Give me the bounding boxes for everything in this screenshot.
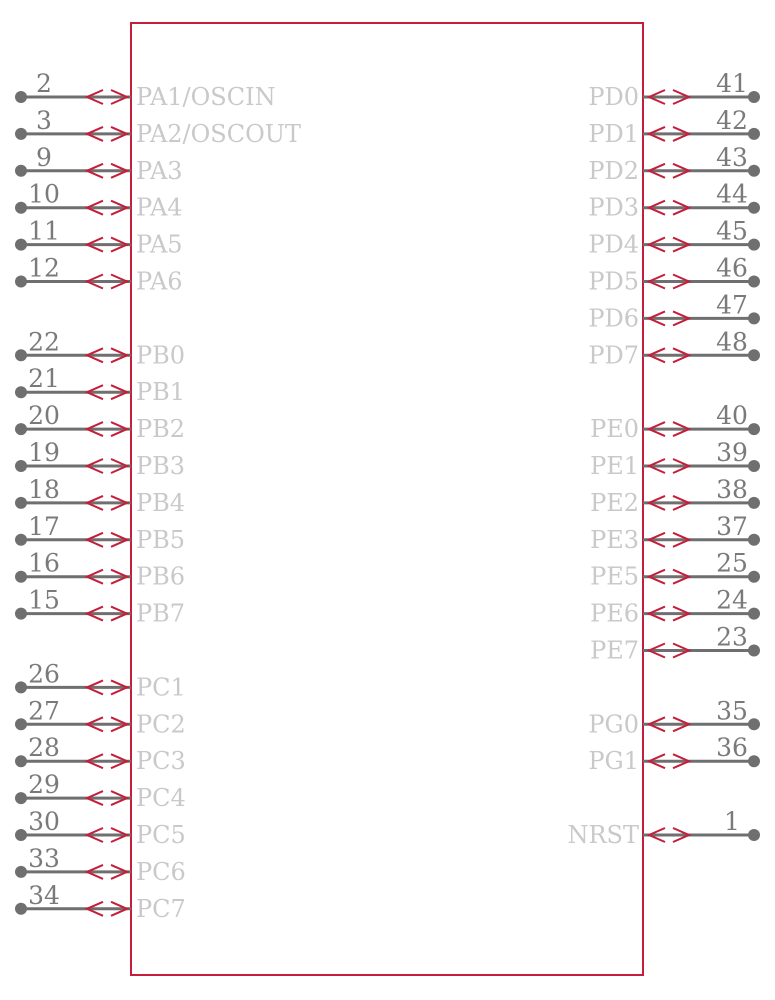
pin-41 [588,69,760,111]
pin-endpoint [15,202,27,214]
pin-10 [15,180,183,222]
pin-endpoint [748,645,760,657]
pin-name: PC4 [136,784,186,813]
pin-name: PD2 [588,156,639,185]
pin-36 [588,733,760,775]
pin-name: PA3 [136,156,183,185]
pin-endpoint [15,866,27,878]
pin-name: PB4 [136,488,186,517]
pin-endpoint [748,128,760,140]
pin-29 [15,770,186,812]
pin-18 [15,475,185,517]
pin-name: PD1 [588,119,639,148]
pin-number: 38 [716,474,748,504]
pin-number: 23 [716,622,748,652]
pin-name: PD0 [588,83,639,111]
pin-name: PE0 [590,415,639,444]
pin-23 [590,623,760,665]
pin-12 [15,254,183,296]
pin-28 [15,733,186,775]
pin-15 [15,586,185,628]
pin-number: 35 [716,696,748,726]
pin-47 [588,290,760,332]
pin-26 [15,659,186,701]
pin-endpoint [748,423,760,435]
pin-name: PC6 [136,857,186,886]
pin-38 [590,475,760,517]
pin-endpoint [748,534,760,546]
pin-endpoint [748,608,760,620]
pin-number: 16 [28,548,60,578]
pin-name: PC3 [136,747,186,776]
pin-number: 45 [716,216,748,246]
pin-number: 47 [716,290,748,320]
pin-number: 39 [716,438,748,467]
pin-19 [15,438,185,480]
pin-endpoint [748,239,760,251]
pin-33 [15,844,186,886]
pin-number: 28 [28,733,60,763]
pin-name: PG0 [588,710,639,739]
pin-name: PB7 [136,599,186,628]
pin-endpoint [748,91,760,103]
pin-endpoint [748,165,760,177]
pin-number: 43 [716,142,748,172]
pin-name: PA4 [136,193,183,222]
component-body [131,23,643,975]
pin-27 [15,696,186,738]
pin-9 [15,143,183,185]
pin-number: 21 [28,364,60,394]
pin-1 [567,807,760,849]
pin-name: PC1 [136,673,186,702]
pin-endpoint [15,349,27,361]
pin-number: 33 [28,843,60,873]
pin-name: PD3 [588,193,639,222]
pin-endpoint [15,91,27,103]
pin-name: PC7 [136,894,186,923]
pin-name: PB6 [136,562,186,591]
pin-endpoint [15,423,27,435]
pin-43 [588,143,760,185]
pin-endpoint [748,755,760,767]
pin-name: PA6 [136,267,183,296]
pin-25 [590,549,760,591]
pin-number: 17 [28,511,60,541]
pin-21 [15,364,185,406]
pin-endpoint [748,829,760,841]
pin-endpoint [15,829,27,841]
pin-number: 20 [28,401,60,431]
pin-number: 37 [716,511,748,541]
pin-number: 29 [28,770,60,800]
pin-39 [590,438,760,480]
pin-name: PC2 [136,710,186,739]
pin-number: 25 [716,548,748,578]
pin-name: PB0 [136,341,186,370]
pin-endpoint [748,571,760,583]
pin-endpoint [15,128,27,140]
pin-number: 22 [28,327,60,357]
pin-name: PE6 [590,599,639,628]
pin-number: 2 [36,69,52,98]
left-pins [15,69,301,923]
pin-endpoint [748,202,760,214]
pin-number: 36 [716,733,748,763]
pin-name: PA5 [136,230,183,259]
pin-number: 3 [36,105,52,135]
pin-3 [15,106,301,148]
pin-number: 19 [28,438,60,467]
pin-number: 11 [28,216,60,246]
pin-endpoint [748,718,760,730]
pin-number: 27 [28,696,60,726]
pin-number: 30 [28,807,60,836]
pin-endpoint [15,718,27,730]
pin-name: PB1 [136,378,186,407]
pin-name: PE7 [590,636,639,665]
pin-endpoint [15,276,27,288]
pin-endpoint [15,608,27,620]
pin-name: PA2/OSCOUT [136,119,302,148]
pin-endpoint [15,165,27,177]
pin-46 [588,254,760,296]
pin-number: 10 [28,179,60,209]
pin-name: PB2 [136,415,186,444]
pin-number: 48 [716,327,748,357]
right-pins [567,69,760,849]
pin-endpoint [15,497,27,509]
pin-endpoint [15,681,27,693]
pin-number: 12 [28,253,60,283]
pin-44 [588,180,760,222]
pin-number: 40 [716,401,748,431]
pin-endpoint [748,276,760,288]
pin-34 [15,881,186,923]
pin-16 [15,549,185,591]
pin-name: PC5 [136,821,186,849]
pin-endpoint [748,349,760,361]
pin-20 [15,401,185,443]
pin-24 [590,586,760,628]
pin-endpoint [748,460,760,472]
pin-endpoint [15,792,27,804]
pin-number: 24 [716,585,748,615]
pin-name: PB5 [136,525,186,554]
pin-40 [590,401,760,443]
pin-name: PE1 [590,452,639,480]
pin-48 [588,327,760,369]
pin-endpoint [748,312,760,324]
pin-name: PD6 [588,304,639,333]
pin-name: PE2 [590,488,639,517]
pin-45 [588,217,760,259]
pin-name: PE5 [590,562,639,591]
pin-11 [15,217,183,259]
pin-endpoint [15,386,27,398]
pin-endpoint [15,571,27,583]
pin-endpoint [15,460,27,472]
pin-name: PD7 [588,341,639,370]
pin-number: 46 [716,253,748,283]
pin-number: 15 [28,585,60,615]
pin-22 [15,327,185,369]
pin-number: 42 [716,105,748,135]
pin-endpoint [15,534,27,546]
pin-number: 26 [28,659,60,689]
pin-endpoint [15,903,27,915]
pin-number: 9 [36,142,52,172]
pin-number: 18 [28,474,60,504]
pin-endpoint [15,755,27,767]
pin-17 [15,512,185,554]
pin-name: PD5 [588,267,639,296]
pin-name: PE3 [590,525,639,554]
pin-name: PB3 [136,452,186,480]
pin-endpoint [748,497,760,509]
pin-number: 1 [724,807,740,836]
pin-37 [590,512,760,554]
pin-number: 44 [716,179,748,209]
pin-name: PG1 [588,747,639,776]
pin-name: PA1/OSCIN [136,83,276,111]
pin-35 [588,696,760,738]
pin-2 [15,69,276,111]
pin-number: 34 [28,880,60,910]
pin-number: 41 [716,69,748,98]
pin-42 [588,106,760,148]
pin-name: NRST [567,821,639,849]
pin-30 [15,807,186,849]
pin-name: PD4 [588,230,639,259]
pin-endpoint [15,239,27,251]
